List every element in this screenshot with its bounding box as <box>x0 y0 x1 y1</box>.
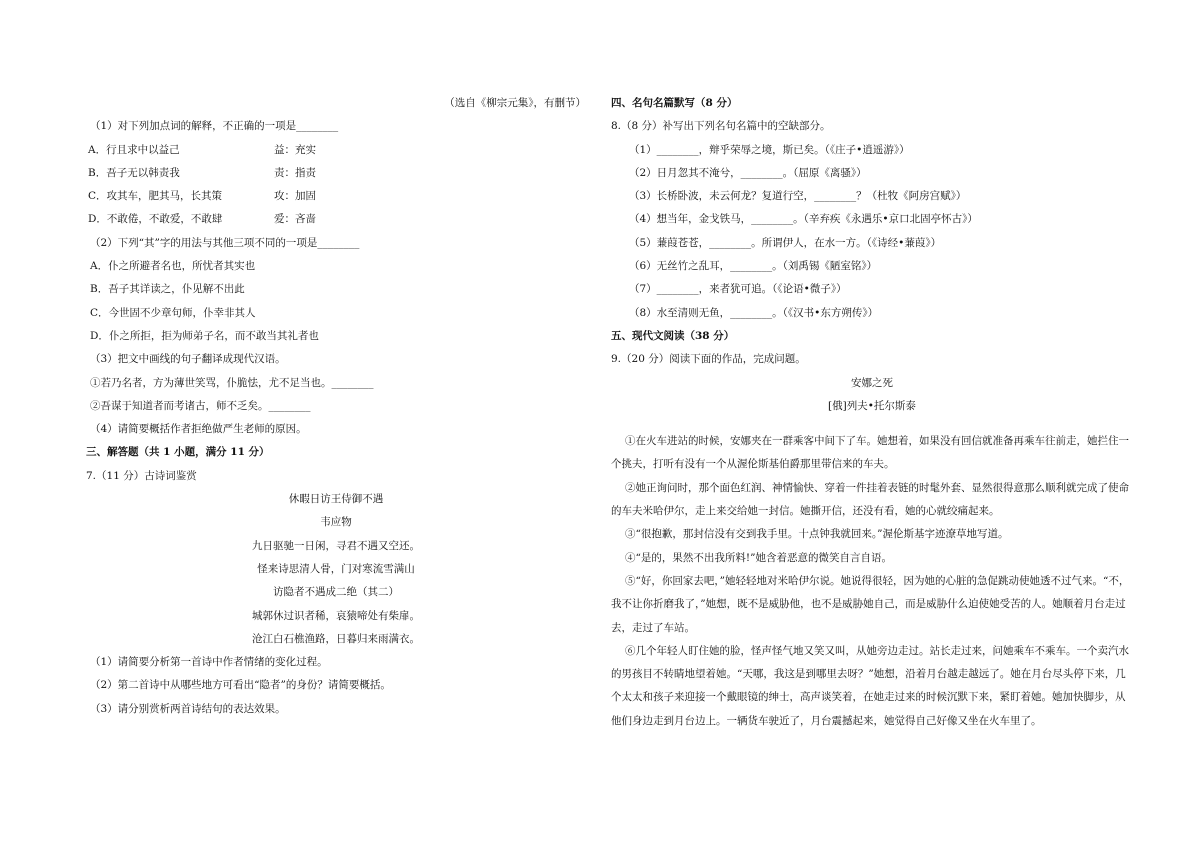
option-text: A．行且求中以益己 <box>88 143 180 156</box>
fill-item: （2）日月忽其不淹兮，________。（屈原《离骚》） <box>629 166 867 179</box>
option-row <box>86 185 586 208</box>
fill-item: （5）蒹葭苍苍，________。所谓伊人，在水一方。（《诗经•蒹葭》） <box>629 236 942 249</box>
source-note: （选自《柳宗元集》，有删节） <box>444 97 586 109</box>
poem-line: 沧江白石樵渔路，日暮归来雨满衣。 <box>252 632 420 645</box>
story-paragraph: ②她正询问时，那个面色红润、神情愉快、穿着一件挂着表链的时髦外套、显然很得意那么顺利就完成了使命的车夫米哈伊尔，走上来交给她一封信。她撕开信，还没有看，她的心就绞痛起来。 <box>611 481 1129 518</box>
story-paragraph: ①在火车进站的时候，安娜夹在一群乘客中间下了车。她想着，如果没有回信就准备再乘车往前走，她拦住一个挑夫，打听有没有一个从渥伦斯基伯爵那里带信来的车夫。 <box>611 435 1129 471</box>
sub-question: （2）第二首诗中从哪些地方可看出“隐者”的身份？请简要概括。 <box>90 679 391 692</box>
spacer <box>611 418 1133 430</box>
question-1: （1）对下列加点词的解释，不正确的一项是________ <box>90 120 339 133</box>
option-line: A．仆之所避者名也，所忧者其实也 <box>90 260 256 273</box>
question-8: 8.（8 分）补写出下列名句名篇中的空缺部分。 <box>611 120 831 133</box>
fill-item: （6）无丝竹之乱耳，________。（刘禹锡《陋室铭》） <box>629 260 878 273</box>
translation-item: ②吾谋于知道者而考诸古，师不乏矣。________ <box>90 399 311 412</box>
question-3: （3）把文中画线的句子翻译成现代汉语。 <box>90 353 286 366</box>
sub-question: （1）请简要分析第一首诗中作者情绪的变化过程。 <box>90 656 328 669</box>
option-line: C．今世固不少章句师，仆幸非其人 <box>90 306 256 319</box>
poem-author: 韦应物 <box>320 516 352 529</box>
story-title: 安娜之死 <box>851 376 893 389</box>
option-line: D．仆之所拒，拒为师弟子名，而不敢当其礼者也 <box>90 329 319 342</box>
option-gloss: 攻：加固 <box>274 190 316 203</box>
option-text: C．攻其车，肥其马，长其策 <box>88 190 223 203</box>
option-gloss: 益：充实 <box>274 143 316 156</box>
section-heading: 三、解答题（共 1 小题，满分 11 分） <box>86 446 270 459</box>
poem-line: 九日驱驰一日闲，寻君不遇又空还。 <box>252 539 420 552</box>
question-7: 7.（11 分）古诗词鉴赏 <box>86 469 197 482</box>
option-text: B．吾子无以韩责我 <box>88 166 180 179</box>
option-row <box>86 162 586 185</box>
option-row <box>86 139 586 162</box>
story-paragraph: ③“很抱歉，那封信没有交到我手里。十点钟我就回来。”渥伦斯基字迹潦草地写道。 <box>625 528 1009 541</box>
option-line: B．吾子其详读之，仆见解不出此 <box>90 283 245 296</box>
fill-item: （3）长桥卧波，未云何龙？复道行空，________？（杜牧《阿房宫赋》） <box>629 190 967 203</box>
fill-item: （4）想当年，金戈铁马，________。（辛弃疾《永遇乐•京口北固亭怀古》） <box>629 213 978 226</box>
question-9: 9.（20 分）阅读下面的作品，完成问题。 <box>611 353 806 366</box>
fill-item: （8）水至清则无鱼，________。（《汉书•东方朔传》） <box>629 306 879 319</box>
right-column <box>611 92 1133 733</box>
poem-line: 城郭休过识者稀，哀猿啼处有柴扉。 <box>252 609 420 622</box>
section-heading: 五、现代文阅读（38 分） <box>611 329 735 342</box>
story-author: [俄]列夫•托尔斯泰 <box>828 399 916 412</box>
question-4: （4）请简要概括作者拒绝做严生老师的原因。 <box>90 423 307 436</box>
story-paragraph: ④“是的，果然不出我所料!”她含着恶意的微笑自言自语。 <box>625 551 892 564</box>
poem-title: 休暇日访王侍御不遇 <box>288 493 384 506</box>
sub-question: （3）请分别赏析两首诗结句的表达效果。 <box>90 702 286 715</box>
story-paragraph: ⑤“好，你回家去吧，”她轻轻地对米哈伊尔说。她说得很轻，因为她的心脏的急促跳动使她透不过气来。“不，我不让你折磨我了，”她想，既不是威胁他，也不是威胁她自己，而是威胁什么迫使她受苦的人。她顺着月台走过去，走过了车站。 <box>611 574 1130 634</box>
section-heading: 四、名句名篇默写（8 分） <box>611 97 738 109</box>
fill-item: （7）________，来者犹可追。（《论语•微子》） <box>629 283 847 296</box>
fill-item: （1）________，辩乎荣辱之境，斯已矣。（《庄子•逍遥游》） <box>629 143 910 156</box>
story-paragraph: ⑥几个年轻人盯住她的脸，怪声怪气地又笑又叫，从她旁边走过。站长走过来，问她乘车不乘车。一个卖汽水的男孩目不转睛地望着她。“天哪，我这是到哪里去呀？”她想，沿着月台越走越远了。她在月台尽头停下来，几个太太和孩子来迎接一个戴眼镜的绅士，高声谈笑着，在她走过来的时候沉默下来，紧盯着她。她加快脚步，从他们身边走到月台边上。一辆货车驶近了，月台震撼起来，她觉得自己好像又坐在火车里了。 <box>611 644 1129 727</box>
option-row <box>86 208 586 231</box>
poem-title: 访隐者不遇成二绝（其二） <box>273 586 399 599</box>
translation-item: ①若乃名者，方为薄世笑骂，仆脆怯，尤不足当也。________ <box>90 376 374 389</box>
poem-line: 怪来诗思清人骨，门对寒流雪满山 <box>257 562 415 575</box>
question-2: （2）下列“其”字的用法与其他三项不同的一项是________ <box>90 236 360 249</box>
option-text: D．不敢倦，不敢爱，不敢肆 <box>88 213 223 226</box>
option-gloss: 责：指责 <box>274 166 316 179</box>
left-column <box>86 92 586 721</box>
option-gloss: 爱：吝啬 <box>274 213 316 226</box>
